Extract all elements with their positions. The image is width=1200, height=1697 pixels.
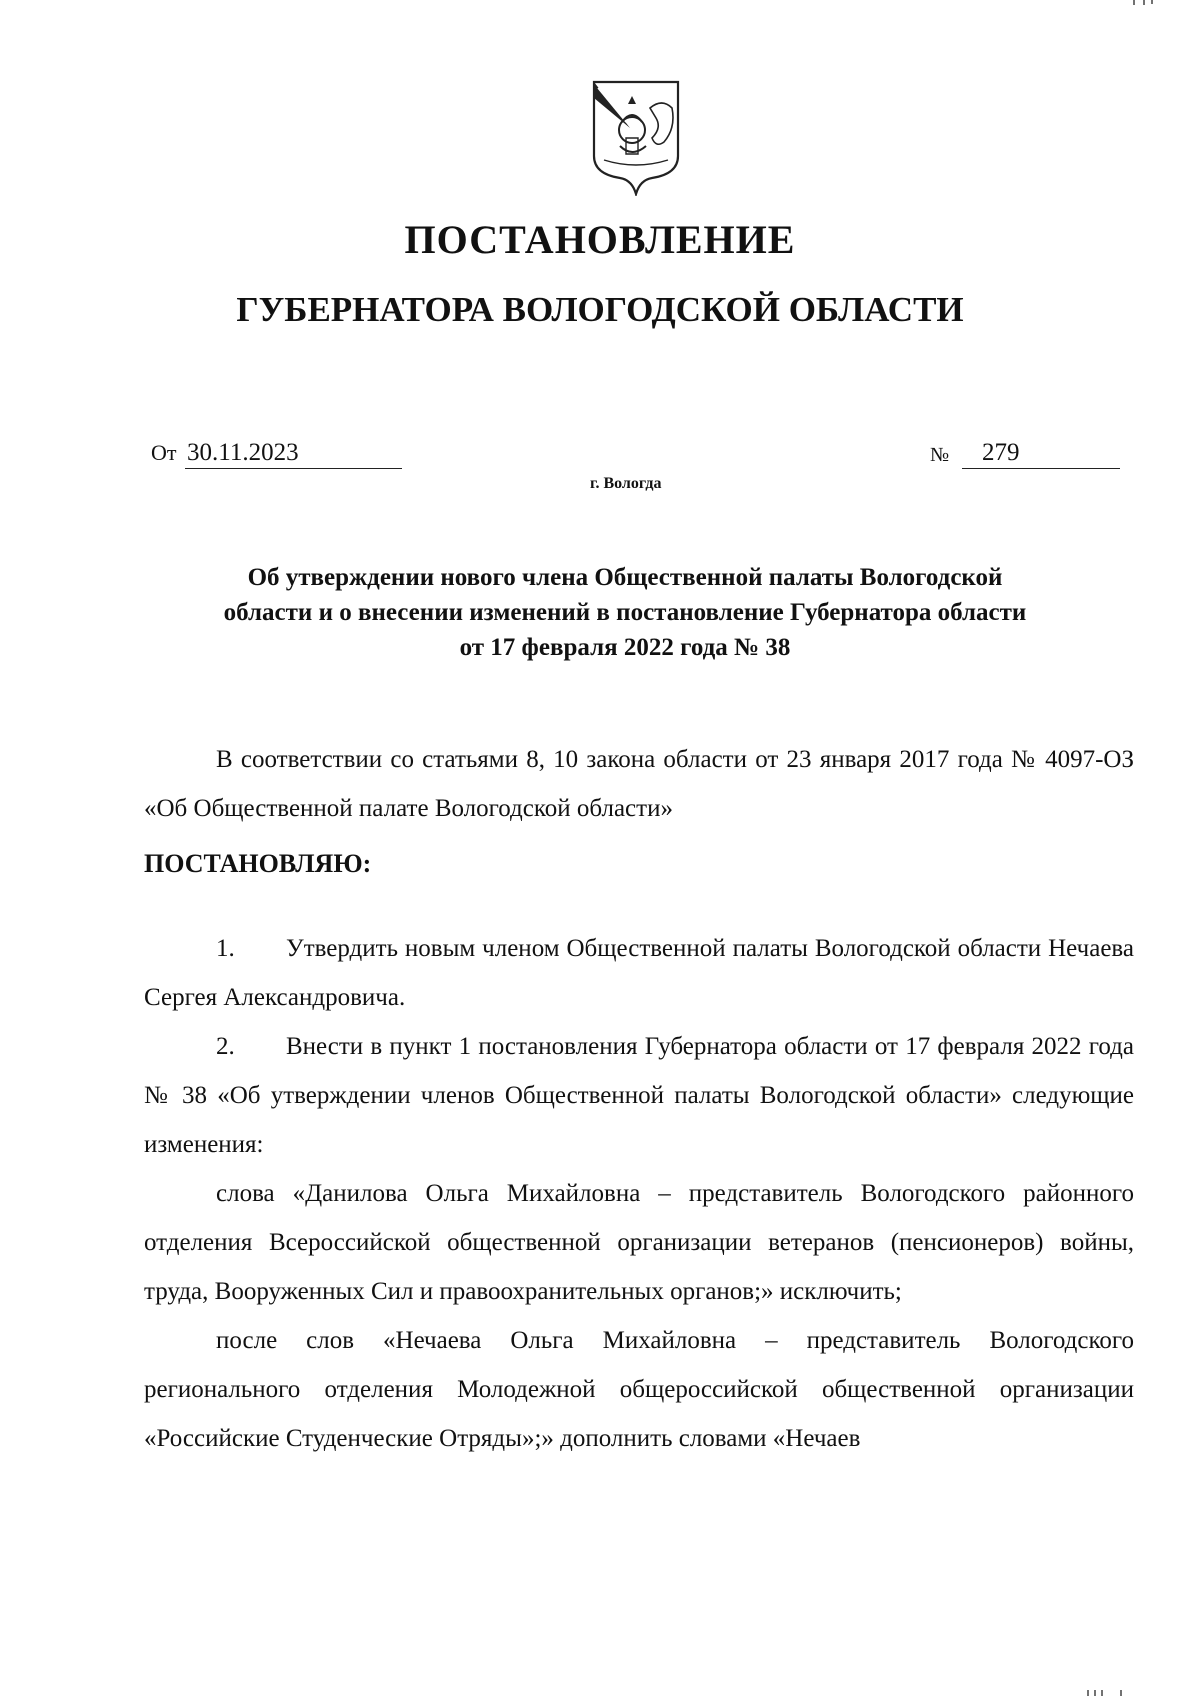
date-label: От	[151, 440, 177, 465]
document-body	[144, 735, 1134, 1463]
scan-mark	[1130, 0, 1160, 6]
body-paragraph: после слов «Нечаева Ольга Михайловна – представитель Вологодского регионального отделения Молодежной общероссийской общественной организации «Российские Студенческие Отряды»;» дополнить словами «Нечаев	[144, 1327, 1134, 1452]
document-number: 279	[962, 438, 1120, 469]
decree-heading: ПОСТАНОВЛЯЮ:	[144, 849, 372, 878]
item-paragraph-1	[144, 924, 1134, 1022]
scan-mark	[1085, 1690, 1125, 1697]
item-number: 2.	[216, 1033, 235, 1060]
subject-line: Об утверждении нового члена Общественной палаты Вологодской	[247, 564, 1003, 591]
document-subject	[150, 560, 1100, 665]
preamble-paragraph: В соответствии со статьями 8, 10 закона области от 23 января 2017 года № 4097-ОЗ «Об Общественной палате Вологодской области»	[144, 746, 1134, 822]
item-paragraph-2	[144, 1022, 1134, 1169]
document-date: 30.11.2023	[185, 438, 402, 469]
spacer	[144, 888, 1134, 924]
item-number: 1.	[216, 935, 235, 962]
subject-line: от 17 февраля 2022 года № 38	[459, 634, 791, 661]
subject-line: области и о внесении изменений в постановление Губернатора области	[223, 599, 1027, 626]
coat-of-arms-emblem	[590, 78, 682, 196]
document-title: ПОСТАНОВЛЕНИЕ	[404, 217, 796, 262]
body-paragraph: слова «Данилова Ольга Михайловна – представитель Вологодского районного отделения Всероссийской общественной организации ветеранов (пенсионеров) войны, труда, Вооруженных Сил и правоохранительных органов;» исключить;	[144, 1180, 1134, 1305]
item-text: Утвердить новым членом Общественной палаты Вологодской области Нечаева Сергея Александровича.	[144, 935, 1134, 1011]
number-label: №	[930, 444, 950, 466]
item-text: Внести в пункт 1 постановления Губернатора области от 17 февраля 2022 года № 38 «Об утверждении членов Общественной палаты Вологодской области» следующие изменения:	[144, 1033, 1134, 1158]
document-issuer: ГУБЕРНАТОРА ВОЛОГОДСКОЙ ОБЛАСТИ	[236, 290, 964, 329]
document-city: г. Вологда	[590, 475, 662, 492]
